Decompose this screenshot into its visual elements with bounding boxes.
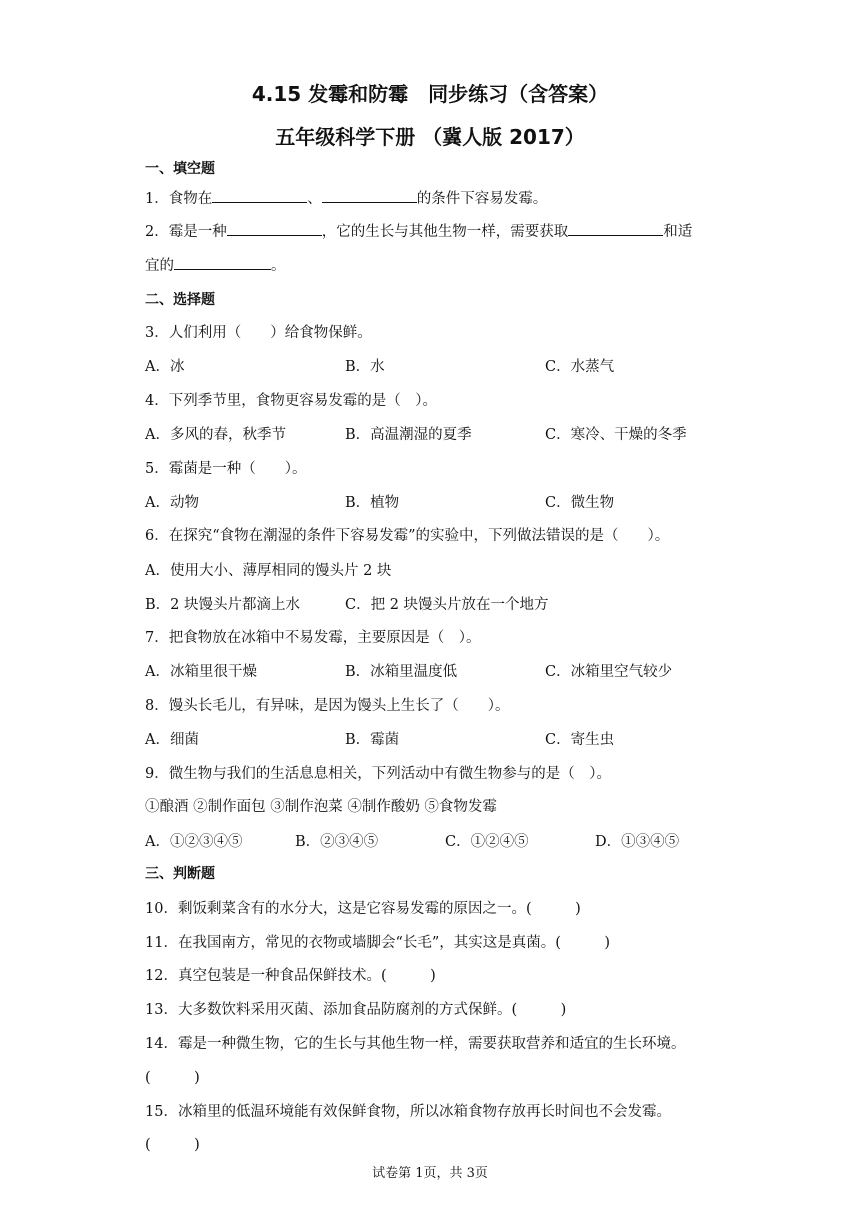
q7-option-c[interactable]: C．冰箱里空气较少 [545, 664, 673, 680]
q9-option-d[interactable]: D．①③④⑤ [595, 834, 680, 850]
question-11[interactable]: 11．在我国南方，常见的衣物或墙脚会“长毛”，其实这是真菌。( ) [145, 935, 611, 951]
question-5: 5．霉菌是一种（ ）。 [145, 461, 307, 477]
question-3: 3．人们利用（ ）给食物保鲜。 [145, 325, 372, 341]
q3-option-b[interactable]: B．水 [345, 359, 385, 375]
q1-blank-2[interactable] [322, 188, 417, 203]
q1-text-b: 、 [307, 191, 322, 207]
q6-option-b[interactable]: B．2 块馒头片都滴上水 [145, 597, 300, 613]
q5-option-b[interactable]: B．植物 [345, 495, 400, 511]
q4-option-b[interactable]: B．高温潮湿的夏季 [345, 427, 472, 443]
question-8: 8．馒头长毛儿，有异味，是因为馒头上生长了（ ）。 [145, 698, 510, 714]
question-15: 15．冰箱里的低温环境能有效保鲜食物，所以冰箱食物存放再长时间也不会发霉。 [145, 1104, 671, 1120]
q1-text-c: 的条件下容易发霉。 [416, 191, 548, 207]
q6-option-c[interactable]: C．把 2 块馒头片放在一个地方 [345, 597, 549, 613]
q1-text-a: 1．食物在 [145, 191, 213, 207]
q2-text-c: 和适 [663, 224, 693, 240]
q2-text-b: ，它的生长与其他生物一样，需要获取 [321, 224, 569, 240]
q2-blank-1[interactable] [227, 221, 322, 236]
q8-option-c[interactable]: C．寄生虫 [545, 732, 615, 748]
q2-text-e: 。 [271, 258, 286, 274]
q2-blank-2[interactable] [568, 221, 663, 236]
section-fill-blank: 一、填空题 [145, 161, 215, 177]
question-9: 9．微生物与我们的生活息息相关，下列活动中有微生物参与的是（ ）。 [145, 766, 611, 782]
q1-blank-1[interactable] [212, 188, 307, 203]
q7-option-b[interactable]: B．冰箱里温度低 [345, 664, 458, 680]
q3-option-c[interactable]: C．水蒸气 [545, 359, 615, 375]
question-10[interactable]: 10．剩饭剩菜含有的水分大，这是它容易发霉的原因之一。( ) [145, 901, 581, 917]
q4-option-a[interactable]: A．多风的春，秋季节 [145, 427, 286, 443]
q14-answer-paren[interactable]: ( ) [145, 1070, 200, 1086]
q7-option-a[interactable]: A．冰箱里很干燥 [145, 664, 257, 680]
question-4: 4．下列季节里，食物更容易发霉的是（ ）。 [145, 393, 437, 409]
q2-blank-3[interactable] [174, 255, 271, 270]
q8-option-b[interactable]: B．霉菌 [345, 732, 400, 748]
q9-option-a[interactable]: A．①②③④⑤ [145, 834, 243, 850]
q9-option-c[interactable]: C．①②④⑤ [445, 834, 529, 850]
section-true-false: 三、判断题 [145, 866, 215, 882]
q5-option-c[interactable]: C．微生物 [545, 495, 615, 511]
q9-option-b[interactable]: B．②③④⑤ [295, 834, 379, 850]
question-7: 7．把食物放在冰箱中不易发霉，主要原因是（ ）。 [145, 630, 481, 646]
section-choice: 二、选择题 [145, 292, 215, 308]
q6-option-a[interactable]: A．使用大小、薄厚相同的馒头片 2 块 [145, 563, 392, 579]
title-line-1: 4.15 发霉和防霉 同步练习（含答案） [251, 82, 609, 106]
q9-items: ①酿酒 ②制作面包 ③制作泡菜 ④制作酸奶 ⑤食物发霉 [145, 799, 497, 815]
q4-option-c[interactable]: C．寒冷、干燥的冬季 [545, 427, 687, 443]
question-6: 6．在探究“食物在潮湿的条件下容易发霉”的实验中，下列做法错误的是（ ）。 [145, 528, 670, 544]
q2-text-d: 宜的 [145, 258, 174, 274]
page-footer: 试卷第 1页，共 3页 [372, 1166, 488, 1181]
q2-text-a: 2．霉是一种 [145, 224, 227, 240]
q3-option-a[interactable]: A．冰 [145, 359, 185, 375]
question-2 [145, 220, 692, 241]
question-14: 14．霉是一种微生物，它的生长与其他生物一样，需要获取营养和适宜的生长环境。 [145, 1036, 686, 1052]
q5-option-a[interactable]: A．动物 [145, 495, 199, 511]
title-line-2: 五年级科学下册 （冀人版 2017） [275, 125, 585, 149]
question-12[interactable]: 12．真空包装是一种食品保鲜技术。( ) [145, 968, 436, 984]
q15-answer-paren[interactable]: ( ) [145, 1137, 200, 1153]
q8-option-a[interactable]: A．细菌 [145, 732, 199, 748]
question-1 [145, 187, 547, 208]
question-2-cont [145, 254, 286, 275]
question-13[interactable]: 13．大多数饮料采用灭菌、添加食品防腐剂的方式保鲜。( ) [145, 1002, 567, 1018]
